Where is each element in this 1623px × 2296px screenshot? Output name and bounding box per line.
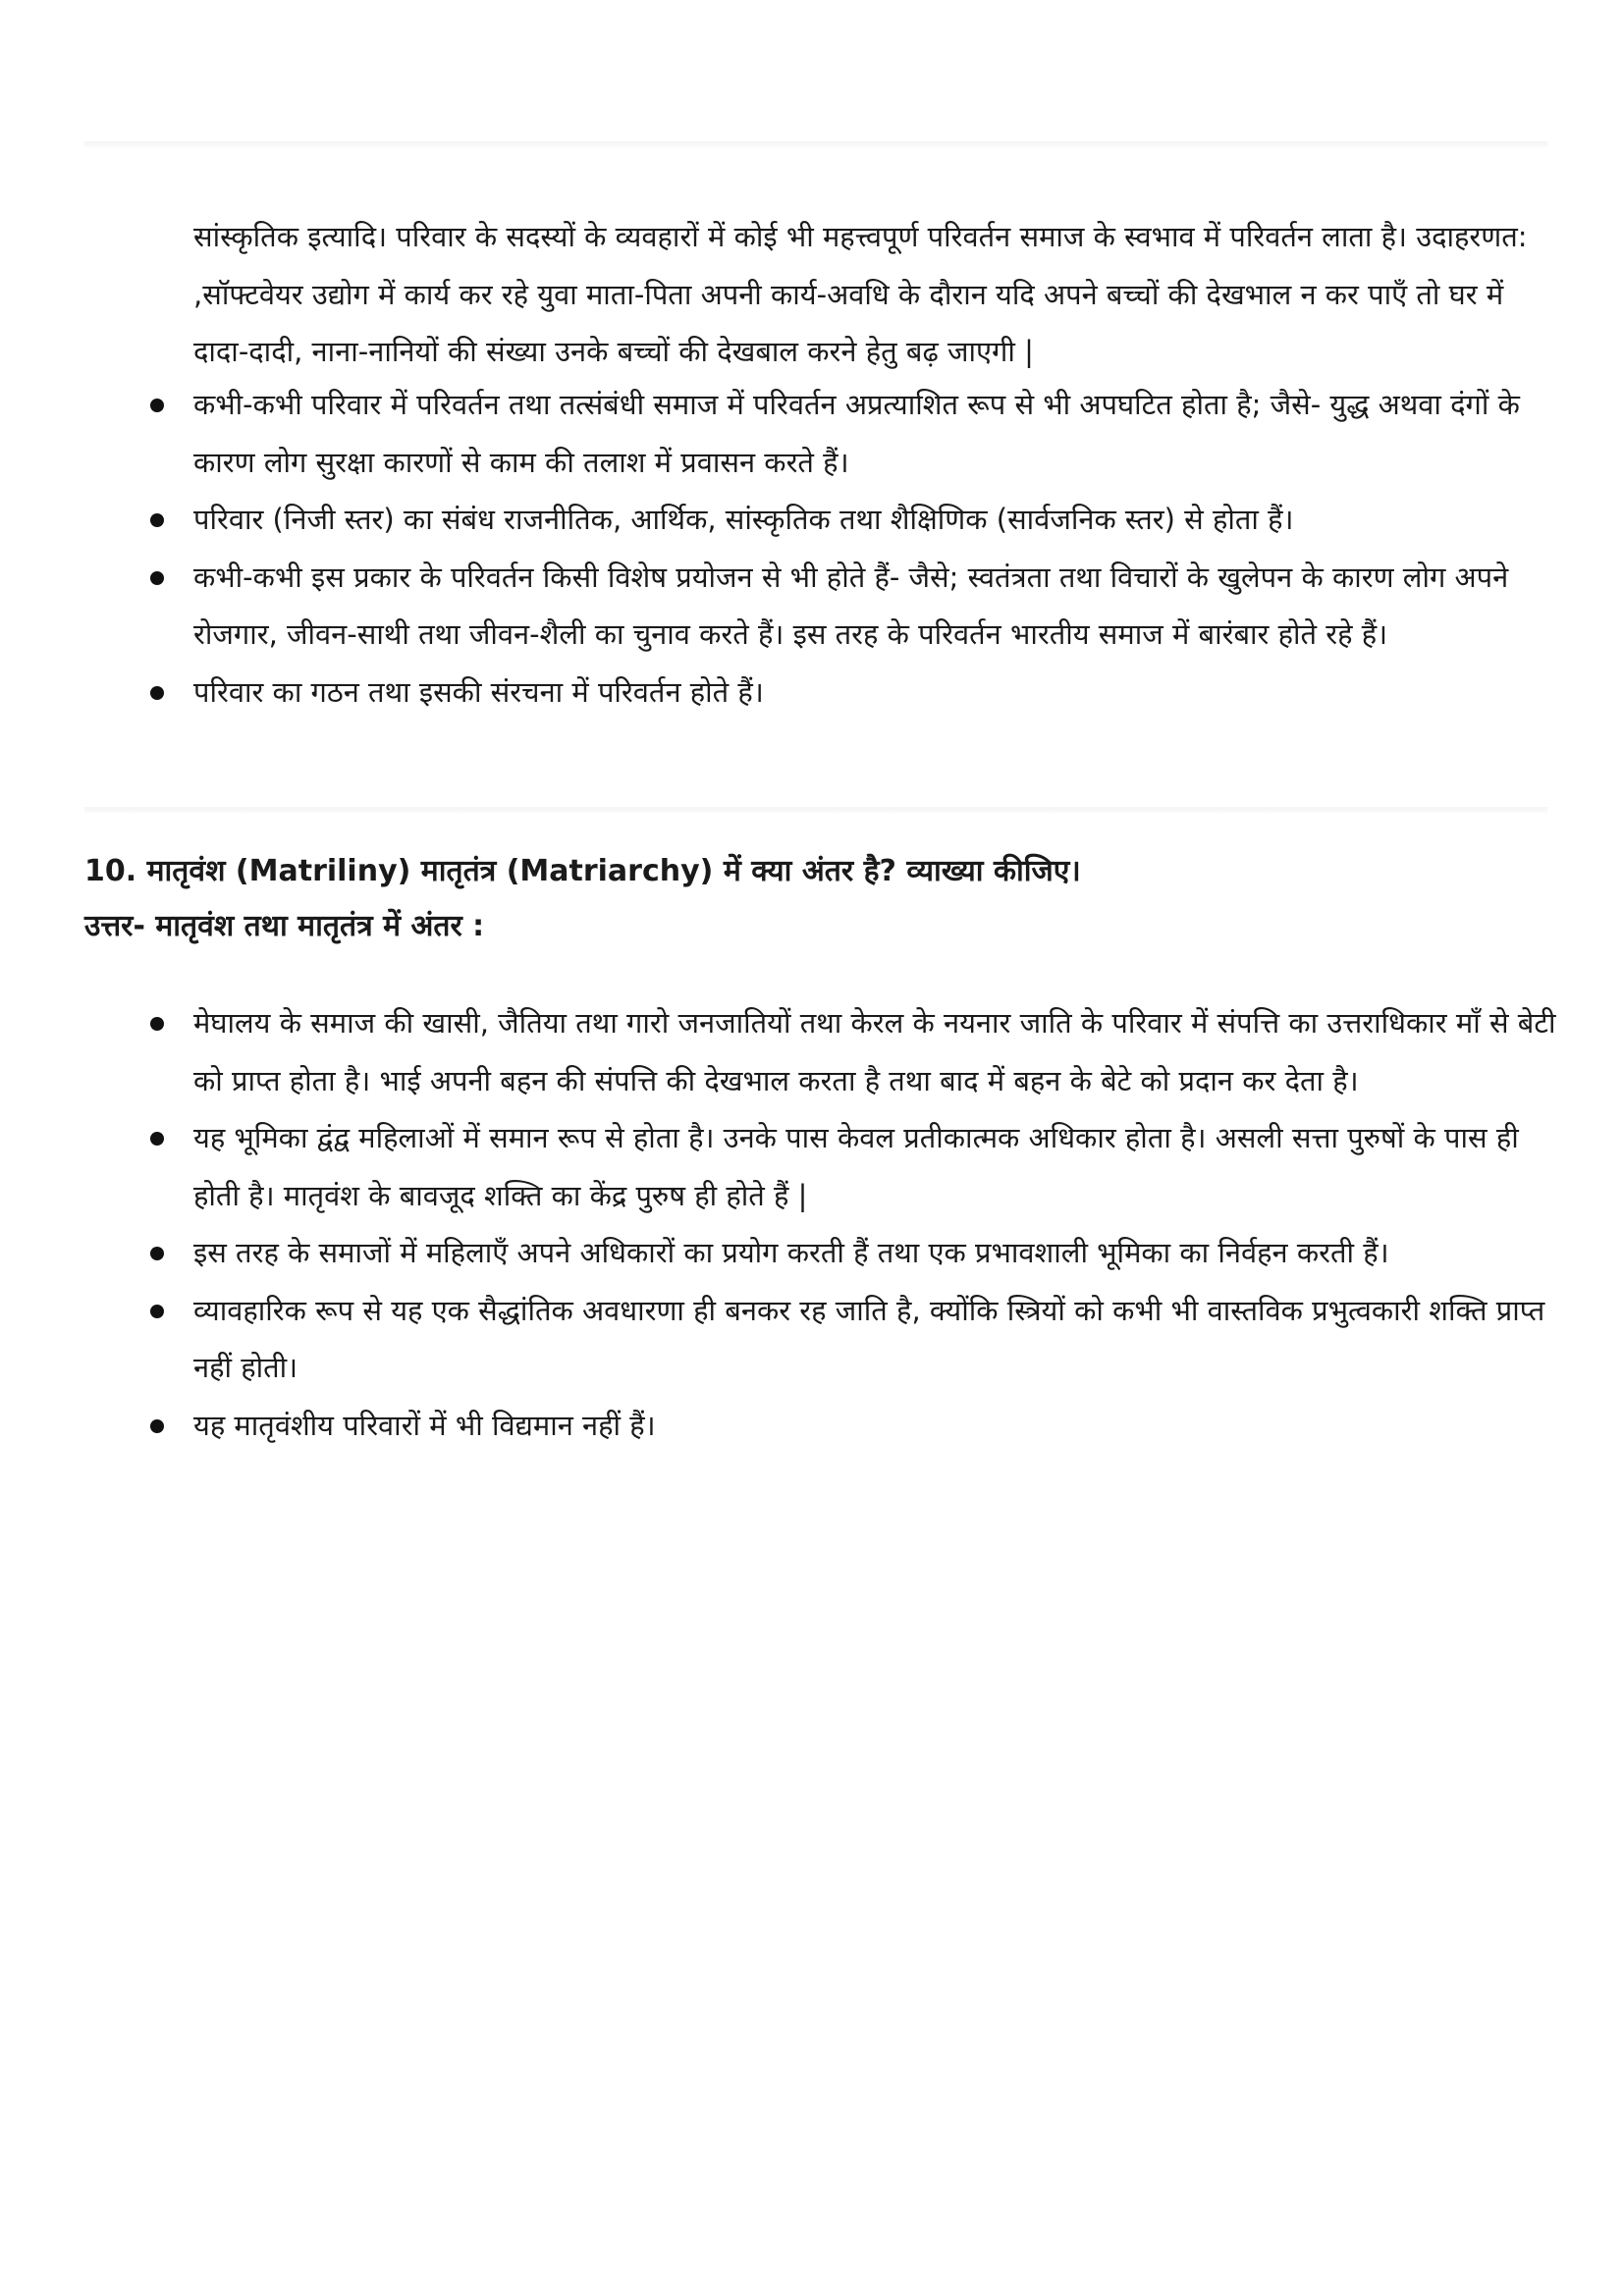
- list-item: [0, 664, 1558, 721]
- list-item-text: व्यावहारिक रूप से यह एक सैद्धांतिक अवधारणा ही बनकर रह जाति है, क्योंकि स्त्रियों को कभी भी वास्तविक प्रभुत्वकारी शक्ति प्राप्त नहीं होती।: [193, 1293, 1545, 1384]
- list-item: [0, 1397, 1558, 1455]
- bullet-icon: [150, 1305, 164, 1318]
- list-item-text: यह भूमिका द्वंद्व महिलाओं में समान रूप से होता है। उनके पास केवल प्रतीकात्मक अधिकार होता है। असली सत्ता पुरुषों के पास ही होती है। मातृवंश के बावजूद शक्ति का केंद्र पुरुष ही होते हैं |: [193, 1121, 1519, 1212]
- bullet-icon: [150, 513, 164, 527]
- list-item-text: कभी-कभी परिवार में परिवर्तन तथा तत्संबंधी समाज में परिवर्तन अप्रत्याशित रूप से भी अपघटित होता है; जैसे- युद्ध अथवा दंगों के कारण लोग सुरक्षा कारणों से काम की तलाश में प्रवासन करते हैं।: [193, 388, 1520, 479]
- list-item-text: परिवार (निजी स्तर) का संबंध राजनीतिक, आर्थिक, सांस्कृतिक तथा शैक्षिणिक (सार्वजनिक स्तर) से होता हैं।: [193, 503, 1294, 536]
- list-item: [0, 1282, 1558, 1397]
- answer-heading: उत्तर- मातृवंश तथा मातृतंत्र में अंतर :: [84, 909, 485, 943]
- bullet-icon: [150, 1247, 164, 1260]
- bullet-icon: [150, 1132, 164, 1146]
- list-item: [0, 549, 1558, 664]
- section-divider: [84, 807, 1547, 813]
- list-item-text: मेघालय के समाज की खासी, जैतिया तथा गारो जनजातियों तथा केरल के नयनार जाति के परिवार में संपत्ति का उत्तराधिकार माँ से बेटी को प्राप्त होता है। भाई अपनी बहन की संपत्ति की देखभाल करता है तथा बाद में बहन के बेटे को प्रदान कर देता है।: [193, 1006, 1556, 1097]
- list-item: [0, 1109, 1558, 1224]
- bullet-icon: [150, 1419, 164, 1433]
- bullet-icon: [150, 686, 164, 700]
- bullet-icon: [150, 399, 164, 412]
- bullet-list-answer: [0, 994, 1623, 1454]
- list-item: [0, 491, 1558, 549]
- list-item: [0, 1224, 1558, 1282]
- list-item-text: कभी-कभी इस प्रकार के परिवर्तन किसी विशेष प्रयोजन से भी होते हैं- जैसे; स्वतंत्रता तथा विचारों के खुलेपन के कारण लोग अपने रोजगार, जीवन-साथी तथा जीवन-शैली का चुनाव करते हैं। इस तरह के परिवर्तन भारतीय समाज में बारंबार होते रहे हैं।: [193, 560, 1509, 651]
- list-item: [0, 994, 1558, 1109]
- section-divider-top: [84, 141, 1547, 147]
- list-item-text: यह मातृवंशीय परिवारों में भी विद्यमान नहीं हैं।: [193, 1408, 656, 1442]
- question-heading: 10. मातृवंश (Matriliny) मातृतंत्र (Matriarchy) में क्या अंतर है? व्याख्या कीजिए।: [84, 854, 1081, 888]
- bullet-icon: [150, 571, 164, 585]
- bullet-icon: [150, 1017, 164, 1031]
- list-item: [0, 376, 1558, 491]
- continuation-paragraph: सांस्कृतिक इत्यादि। परिवार के सदस्यों के व्यवहारों में कोई भी महत्त्वपूर्ण परिवर्तन समाज के स्वभाव में परिवर्तन लाता है। उदाहरणत: ,सॉफ्टवेयर उद्योग में कार्य कर रहे युवा माता-पिता अपनी कार्य-अवधि के दौरान यदि अपने बच्चों की देखभाल न कर पाएँ तो घर में दादा-दादी, नाना-नानियों की संख्या उनके बच्चों की देखबाल करने हेतु बढ़ जाएगी |: [193, 220, 1528, 368]
- bullet-list-family-change: [0, 376, 1623, 721]
- list-item-text: परिवार का गठन तथा इसकी संरचना में परिवर्तन होते हैं।: [193, 674, 764, 709]
- list-item-text: इस तरह के समाजों में महिलाएँ अपने अधिकारों का प्रयोग करती हैं तथा एक प्रभावशाली भूमिका का निर्वहन करती हैं।: [193, 1236, 1389, 1269]
